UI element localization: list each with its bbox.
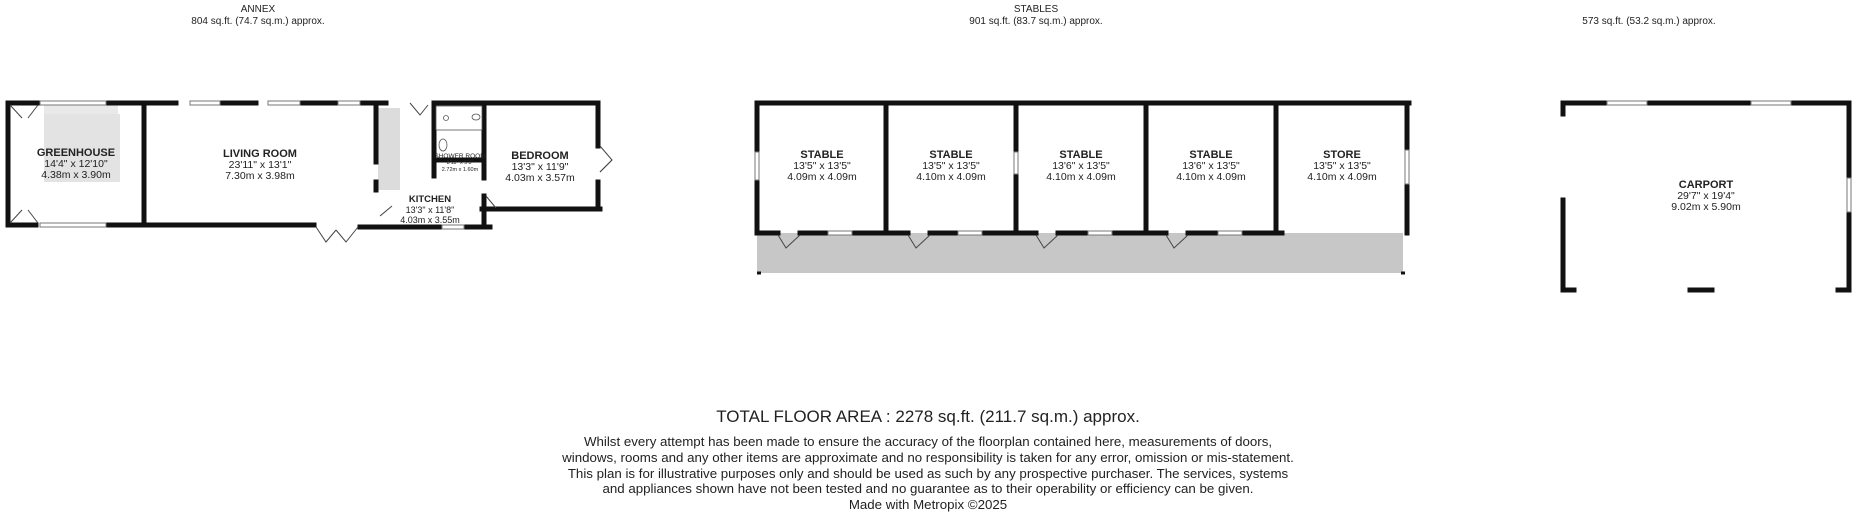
room-metric: 4.10m x 4.09m <box>1046 171 1116 183</box>
room-imperial: 13'5" x 13'5" <box>1313 160 1371 172</box>
room-label-stable-4 <box>1151 150 1271 183</box>
room-name: GREENHOUSE <box>36 147 116 159</box>
carport-header <box>1574 16 1724 28</box>
room-name: STABLE <box>1059 149 1103 161</box>
room-name: LIVING ROOM <box>223 148 297 160</box>
room-label-store <box>1281 150 1403 183</box>
room-name: BEDROOM <box>511 150 569 162</box>
basin-fixture <box>472 114 480 120</box>
room-label-stable-1 <box>762 150 882 183</box>
room-metric: 4.38m x 3.90m <box>41 169 111 181</box>
room-imperial: 14'4" x 12'10" <box>44 158 108 170</box>
room-imperial: 13'6" x 13'5" <box>1182 160 1240 172</box>
room-imperial: 13'5" x 13'5" <box>922 160 980 172</box>
room-imperial: 23'11" x 13'1" <box>228 159 292 171</box>
room-metric: 2.72m x 1.60m <box>441 167 479 173</box>
room-imperial: 13'3" x 11'8" <box>405 205 455 215</box>
room-label-bedroom <box>490 151 590 184</box>
stables-apron <box>757 233 1403 273</box>
toilet-fixture <box>439 139 447 151</box>
room-metric: 4.03m x 3.57m <box>505 172 575 184</box>
room-name: STABLE <box>929 149 973 161</box>
disclaimer-block <box>560 434 1296 513</box>
room-imperial: 8'11" x 5'3" <box>446 160 474 166</box>
stables-plan <box>755 103 1409 273</box>
room-metric: 4.03m x 3.55m <box>400 215 460 225</box>
stables-area: 901 sq.ft. (83.7 sq.m.) approx. <box>969 16 1103 27</box>
room-imperial: 13'6" x 13'5" <box>1052 160 1110 172</box>
room-imperial: 29'7" x 19'4" <box>1677 190 1735 202</box>
room-name: CARPORT <box>1678 179 1734 191</box>
annex-title: ANNEX <box>240 4 276 15</box>
room-label-carport <box>1636 180 1776 213</box>
room-label-living-room <box>190 149 330 182</box>
room-label-shower-room <box>434 153 486 174</box>
disclaimer-text: Whilst every attempt has been made to ensure the accuracy of the floorplan contained here, measurements of doors, windows, rooms and any other items are approximate and no responsibility is taken for any error, omission or mis-statement. This plan is for illustrative purposes only and should be used as such by any prospective purchaser. The services, systems and appliances shown have not been tested and no guarantee as to their operability or efficiency can be given. <box>562 434 1294 497</box>
room-metric: 4.10m x 4.09m <box>916 171 986 183</box>
room-metric: 4.09m x 4.09m <box>787 171 857 183</box>
room-label-greenhouse <box>18 148 134 181</box>
room-name: STORE <box>1323 149 1361 161</box>
stables-title: STABLES <box>1013 4 1059 15</box>
room-label-stable-2 <box>891 150 1011 183</box>
room-name: KITCHEN <box>408 194 452 205</box>
room-name: STABLE <box>800 149 844 161</box>
shower-drain <box>444 116 449 121</box>
room-name: STABLE <box>1189 149 1233 161</box>
annex-header <box>188 4 328 28</box>
room-metric: 4.10m x 4.09m <box>1307 171 1377 183</box>
annex-area: 804 sq.ft. (74.7 sq.m.) approx. <box>191 16 325 27</box>
stables-header <box>966 4 1106 28</box>
carport-area: 573 sq.ft. (53.2 sq.m.) approx. <box>1582 16 1716 27</box>
room-imperial: 13'3" x 11'9" <box>511 161 569 173</box>
room-label-stable-3 <box>1021 150 1141 183</box>
room-imperial: 13'5" x 13'5" <box>793 160 851 172</box>
room-metric: 9.02m x 5.90m <box>1671 201 1741 213</box>
kitchen-worktop <box>378 108 400 190</box>
room-metric: 4.10m x 4.09m <box>1176 171 1246 183</box>
room-metric: 7.30m x 3.98m <box>225 170 295 182</box>
room-label-kitchen <box>392 195 468 225</box>
room-name: SHOWER ROOM <box>434 153 486 160</box>
credit-text: Made with Metropix ©2025 <box>848 497 1008 513</box>
total-floor-area: TOTAL FLOOR AREA : 2278 sq.ft. (211.7 sq.m.) approx. <box>716 407 1140 426</box>
